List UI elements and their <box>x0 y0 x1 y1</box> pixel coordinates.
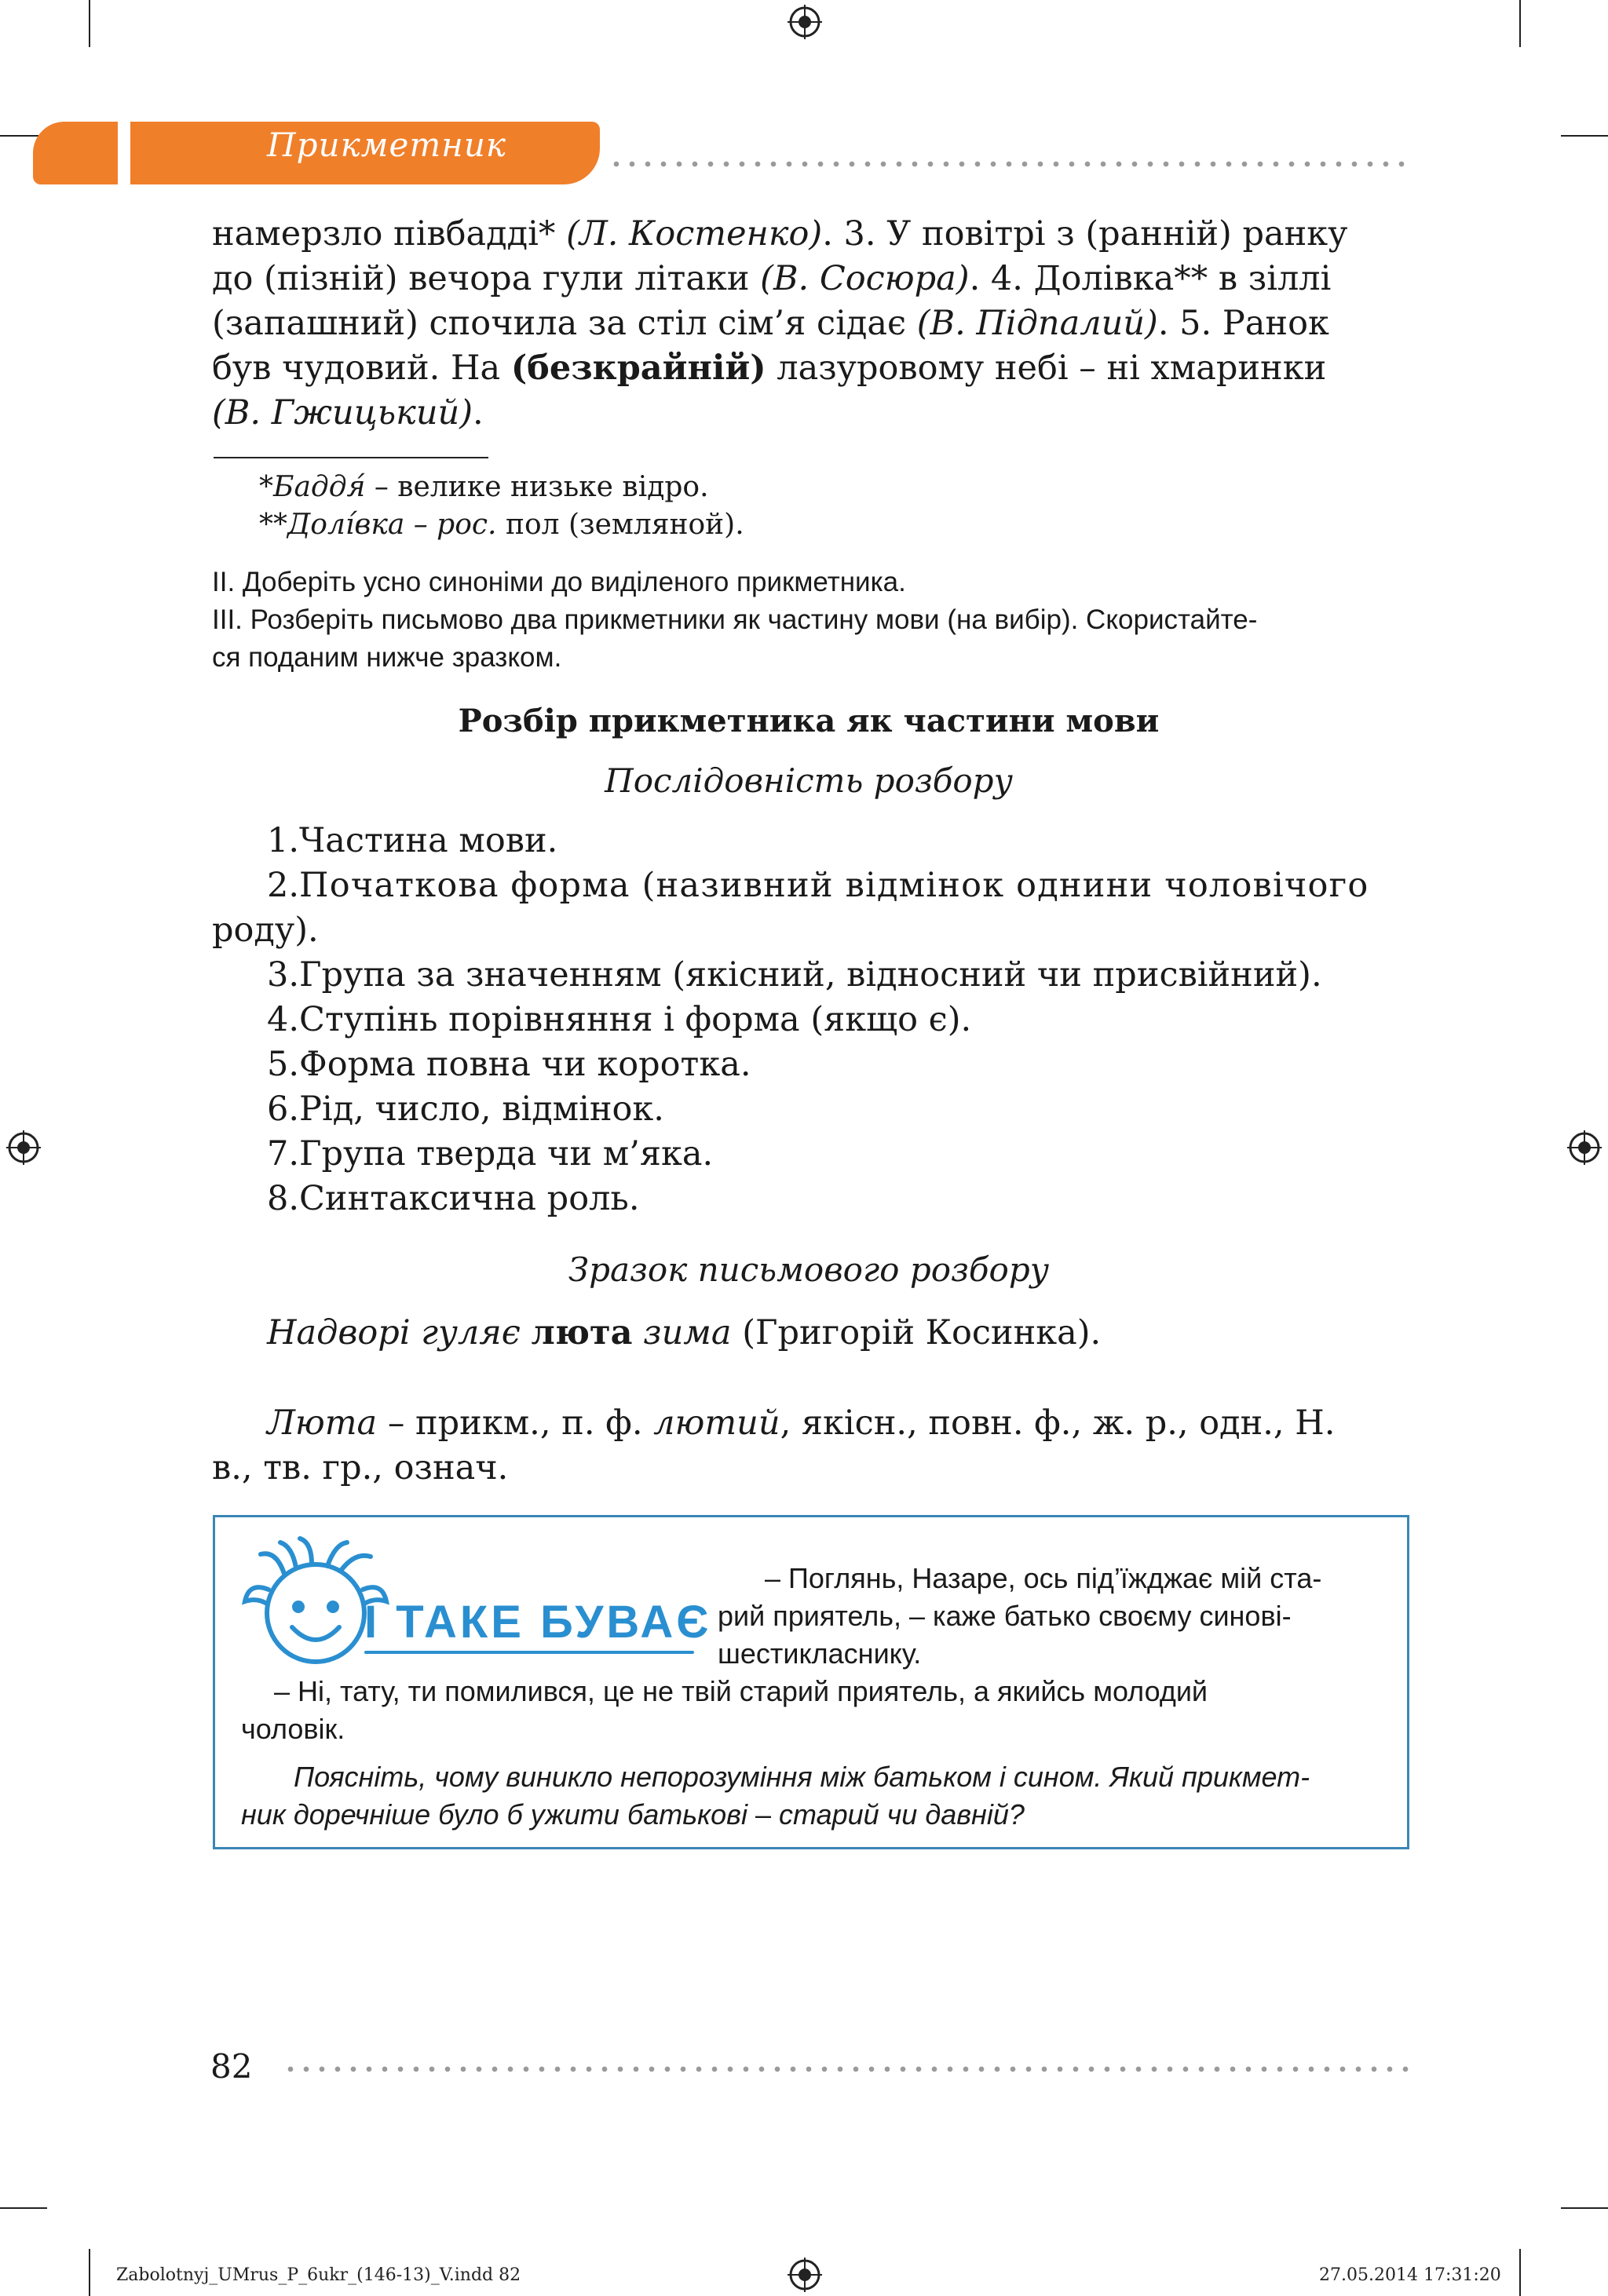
analyzed-word: люта <box>531 1313 633 1352</box>
crop-mark <box>89 0 90 47</box>
lemma: лютий <box>653 1404 780 1443</box>
list-item <box>212 863 1405 908</box>
footnote-text: пол (земляной). <box>496 509 744 541</box>
citation: (Л. Костенко) <box>566 214 823 254</box>
parse-steps <box>212 819 1405 1221</box>
citation: (В. Підпалий) <box>916 304 1158 343</box>
text: лазуровому небі – ні хмаринки <box>766 349 1327 388</box>
item-number: 8. <box>267 1179 300 1218</box>
list-item <box>212 1177 1405 1221</box>
exercise-text <box>212 212 1405 436</box>
footnote-rule <box>214 457 488 458</box>
item-number: 1. <box>267 821 300 860</box>
parse-heading: Розбір прикметника як частини мови <box>458 703 1160 739</box>
item-number: 4. <box>267 1000 300 1039</box>
item-text: роду). <box>212 911 319 950</box>
dialog-line: шестикласнику. <box>718 1637 922 1670</box>
text: – прикм., п. ф. <box>377 1404 654 1443</box>
item-text: Частина мови. <box>299 821 558 860</box>
task-line: ІІІ. Розберіть письмово два прикметники як частину мови (на вибір). Скористайте- <box>212 604 1258 635</box>
item-text: Група тверда чи м’яка. <box>299 1134 714 1174</box>
text: намерзло півбадді* <box>212 214 567 254</box>
item-text: Синтаксична роль. <box>299 1179 640 1218</box>
registration-mark-icon <box>6 1130 41 1165</box>
crop-mark <box>89 2249 90 2296</box>
crop-mark <box>0 2207 47 2209</box>
list-item <box>212 1087 1405 1132</box>
item-text: Початкова форма (називний відмінок однини чоловічого <box>299 866 1369 905</box>
crop-mark <box>1519 2249 1521 2296</box>
registration-mark-icon <box>1567 1130 1602 1165</box>
exercise-line <box>212 212 1405 257</box>
print-file-info: Zabolotnyj_UMrus_P_6ukr_(146-13)_V.indd 82 <box>116 2265 521 2285</box>
print-date: 27.05.2014 17:31:20 <box>1319 2265 1501 2285</box>
footnote <box>259 469 709 506</box>
sample-heading: Зразок письмового розбору <box>568 1250 1050 1289</box>
list-item <box>212 908 1405 953</box>
section-title: Прикметник <box>267 126 506 164</box>
section-tab-notch <box>118 122 130 184</box>
item-text: Ступінь порівняння і форма (якщо є). <box>299 1000 972 1039</box>
citation: (В. Гжицький) <box>212 393 473 433</box>
question-line <box>241 1796 1025 1834</box>
text: був чудовий. На <box>212 349 511 388</box>
exercise-line <box>212 257 1405 301</box>
footer-dotted-rule <box>283 2066 1409 2072</box>
text: . 4. Долівка** в зіллі <box>969 259 1332 298</box>
question-line: Поясніть, чому виникло непорозуміння між батьком і сином. Який прикмет- <box>294 1761 1310 1793</box>
list-item <box>212 1132 1405 1177</box>
exercise-line <box>212 346 1405 391</box>
registration-mark-icon <box>788 2258 822 2292</box>
footnote-term: **Долі́вка – рос. <box>259 509 497 541</box>
callout-box <box>213 1515 1409 1849</box>
crop-mark <box>1519 0 1521 47</box>
highlighted-adjective: (безкрайній) <box>510 349 766 388</box>
analysis-line: в., тв. гр., означ. <box>212 1448 509 1487</box>
dialog-line: чоловік. <box>241 1713 345 1745</box>
logo-underline <box>364 1651 694 1654</box>
page-number: 82 <box>210 2047 253 2086</box>
crop-mark <box>1561 2207 1608 2209</box>
sequence-heading: Послідовність розбору <box>605 761 1013 800</box>
text: Надворі гуляє <box>267 1313 532 1352</box>
item-number: 7. <box>267 1134 300 1174</box>
question-text: старий чи давній? <box>779 1798 1025 1831</box>
question-text: ник доречніше було б ужити батькові <box>241 1798 747 1831</box>
dialog-line: – Ні, тату, ти помилився, це не твій старий приятель, а якийсь молодий <box>274 1675 1208 1707</box>
analysis <box>212 1401 1405 1491</box>
item-text: Група за значенням (якісний, відносний чи присвійний). <box>299 955 1322 995</box>
crop-mark <box>1561 135 1608 137</box>
text: . 5. Ранок <box>1157 304 1329 343</box>
citation: (В. Сосюра) <box>760 259 970 298</box>
header-dotted-rule <box>608 161 1409 167</box>
text: до (пізній) вечора гули літаки <box>212 259 761 298</box>
dash: – <box>747 1798 779 1831</box>
logo-text: І ТАКЕ БУВАЄ <box>364 1597 712 1648</box>
list-item <box>212 819 1405 863</box>
analysis-line <box>212 1401 1405 1446</box>
item-text: Рід, число, відмінок. <box>299 1090 664 1129</box>
task-3 <box>212 601 1405 677</box>
text: (запашний) спочила за стіл сім’я сідає <box>212 304 917 343</box>
item-number: 2. <box>267 866 300 905</box>
item-text: Форма повна чи коротка. <box>299 1045 751 1084</box>
text: зима <box>632 1313 732 1352</box>
item-number: 5. <box>267 1045 300 1084</box>
footnote <box>259 506 744 544</box>
list-item <box>212 998 1405 1042</box>
exercise-line <box>212 301 1405 346</box>
word: Люта <box>267 1404 378 1443</box>
list-item <box>212 953 1405 998</box>
item-number: 6. <box>267 1090 300 1129</box>
registration-mark-icon <box>788 5 822 39</box>
dialog-line: рий приятель, – каже батько своєму синові- <box>718 1600 1292 1632</box>
text: , якісн., повн. ф., ж. р., одн., Н. <box>780 1404 1336 1443</box>
text: . 3. У повітрі з (ранній) ранку <box>822 214 1348 254</box>
item-number: 3. <box>267 955 300 995</box>
sample-sentence <box>267 1313 1101 1352</box>
footnote-text: – велике низьке відро. <box>365 471 709 503</box>
task-2: ІІ. Доберіть усно синоніми до виділеного прикметника. <box>212 567 906 597</box>
footnote-term: *Баддя́ <box>259 471 366 503</box>
task-line: ся поданим нижче зразком. <box>212 642 562 673</box>
text: . <box>473 393 484 433</box>
source: (Григорій Косинка). <box>731 1313 1102 1352</box>
list-item <box>212 1042 1405 1087</box>
exercise-line <box>212 391 1405 436</box>
dialog-line: – Поглянь, Назаре, ось під’їжджає мій ста- <box>765 1562 1322 1594</box>
